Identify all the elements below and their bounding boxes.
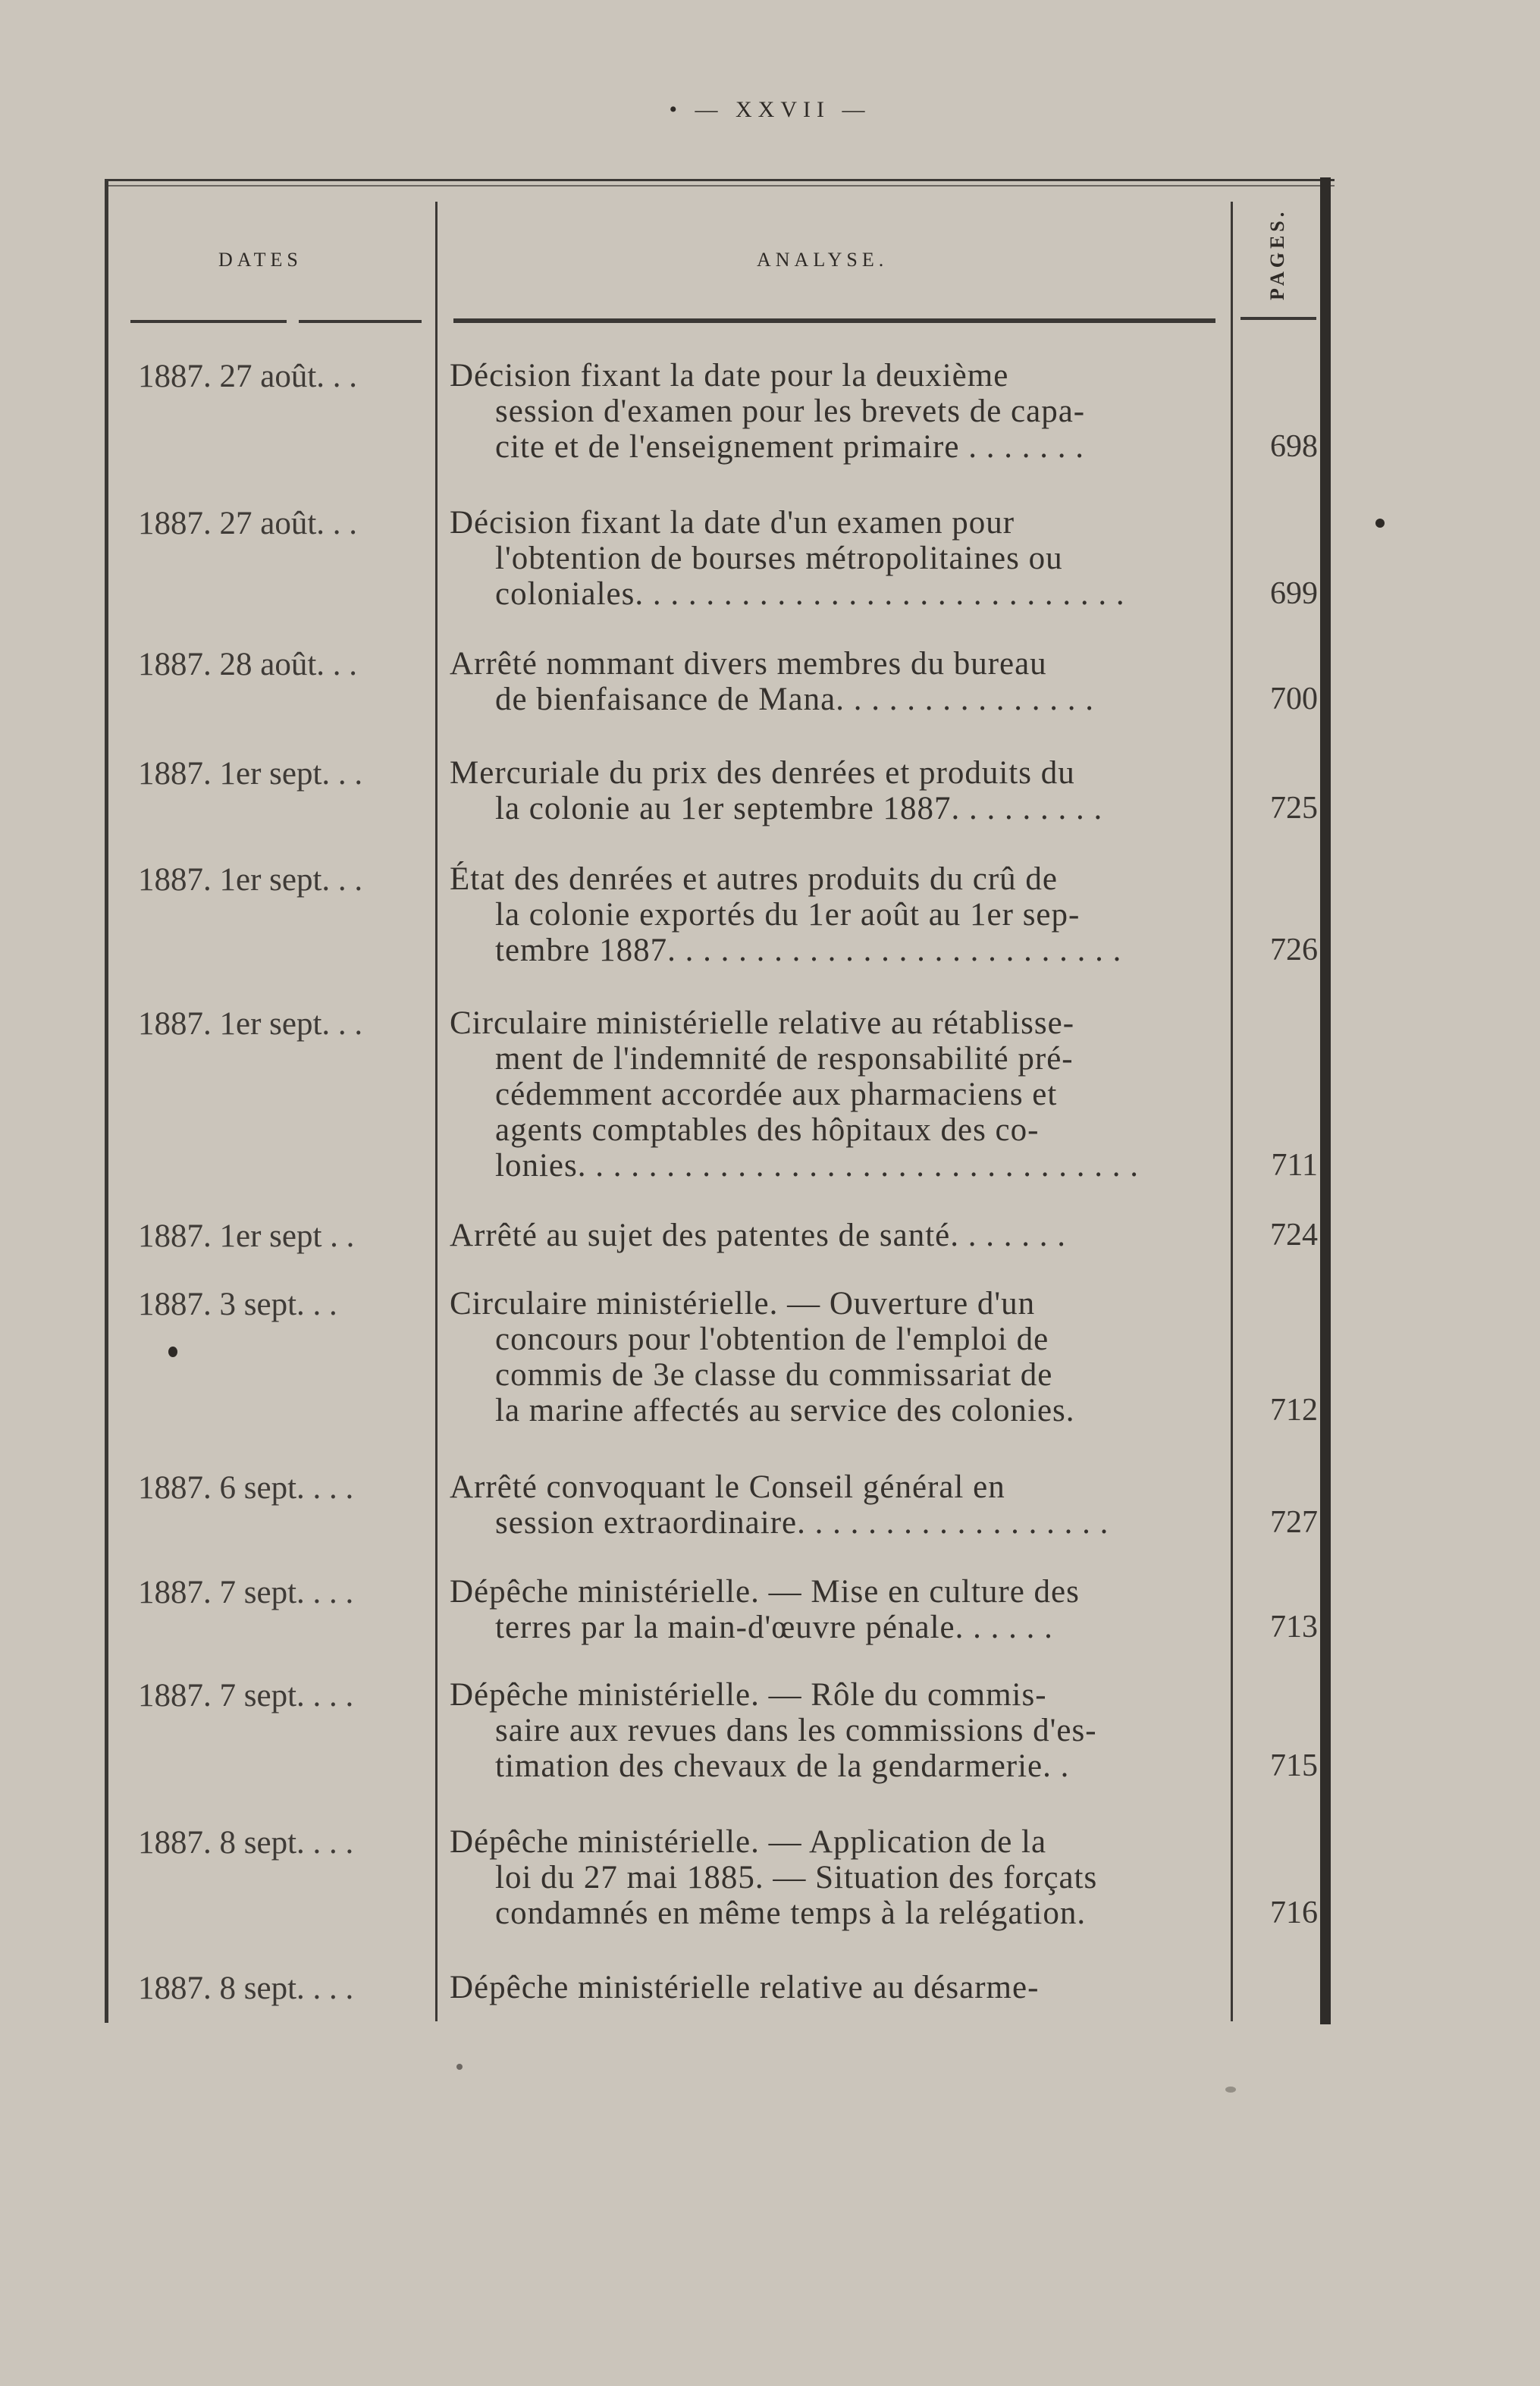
entry-analyse-line: condamnés en même temps à la relégation. xyxy=(495,1895,1087,1931)
entry-analyse-line: l'obtention de bourses métropolitaines ou xyxy=(495,541,1063,576)
entry-date: 1887. 27 août. . . xyxy=(138,359,358,394)
column-divider-dates xyxy=(435,202,438,2021)
entry-analyse-line: la colonie au 1er septembre 1887. . . . . . . . . xyxy=(495,791,1103,826)
entry-analyse xyxy=(450,505,1222,612)
entry-analyse-line: ment de l'indemnité de responsabilité pré- xyxy=(495,1041,1074,1077)
entry-analyse-line: session d'examen pour les brevets de capa- xyxy=(495,393,1086,429)
entry-date: 1887. 8 sept. . . . xyxy=(138,1971,354,2006)
entry-page-number: 713 xyxy=(1270,1610,1318,1644)
ink-speck xyxy=(1375,519,1385,528)
entry-analyse-line: la marine affectés au service des colonies. xyxy=(495,1393,1075,1428)
entry-analyse-line: Dépêche ministérielle. — Application de la xyxy=(450,1824,1047,1860)
entry-analyse xyxy=(450,646,1222,717)
entry-analyse-line: commis de 3e classe du commissariat de xyxy=(495,1357,1053,1393)
entry-page-number: 712 xyxy=(1270,1393,1318,1428)
entry-analyse-line: lonies. . . . . . . . . . . . . . . . . . . . . . . . . . . . . . . . xyxy=(495,1148,1139,1184)
entry-date: 1887. 1er sept . . xyxy=(138,1218,355,1254)
entry-analyse-line: tembre 1887. . . . . . . . . . . . . . . . . . . . . . . . . . xyxy=(495,933,1122,968)
entry-page-number: 726 xyxy=(1270,933,1318,967)
entry-analyse xyxy=(450,1824,1222,1931)
entry-date: 1887. 1er sept. . . xyxy=(138,862,363,898)
header-rule-pages xyxy=(1240,317,1316,320)
entry-page-number: 716 xyxy=(1270,1895,1318,1930)
entry-date: 1887. 8 sept. . . . xyxy=(138,1825,354,1861)
entry-analyse xyxy=(450,1970,1222,2005)
header-rule-dates-left xyxy=(130,320,287,323)
column-divider-analyse xyxy=(1231,202,1233,2021)
entry-analyse-line: Dépêche ministérielle. — Rôle du commis- xyxy=(450,1677,1047,1713)
entry-page-number: 700 xyxy=(1270,682,1318,716)
entry-analyse-line: de bienfaisance de Mana. . . . . . . . . . . . . . . xyxy=(495,682,1094,717)
entry-analyse-line: cite et de l'enseignement primaire . . . . . . . xyxy=(495,429,1084,465)
entry-analyse-line: concours pour l'obtention de l'emploi de xyxy=(495,1322,1049,1357)
entry-analyse-line: Dépêche ministérielle. — Mise en culture des xyxy=(450,1574,1080,1610)
entry-page-number: 727 xyxy=(1270,1505,1318,1540)
entry-analyse-line: session extraordinaire. . . . . . . . . . . . . . . . . . xyxy=(495,1505,1109,1541)
entry-date: 1887. 27 août. . . xyxy=(138,506,358,541)
page-folio: • — XXVII — xyxy=(669,97,871,122)
entry-analyse-line: terres par la main-d'œuvre pénale. . . . . . xyxy=(495,1610,1053,1645)
entry-page-number: 715 xyxy=(1270,1748,1318,1783)
entry-analyse xyxy=(450,1574,1222,1645)
table-top-rule xyxy=(105,179,1335,181)
entry-analyse-line: cédemment accordée aux pharmaciens et xyxy=(495,1077,1058,1112)
entry-analyse-line: Circulaire ministérielle. — Ouverture d'un xyxy=(450,1286,1036,1322)
entry-analyse xyxy=(450,1469,1222,1541)
entry-analyse xyxy=(450,861,1222,968)
entry-page-number: 725 xyxy=(1270,791,1318,826)
entry-analyse xyxy=(450,1677,1222,1784)
entry-analyse-line: Mercuriale du prix des denrées et produits du xyxy=(450,755,1075,791)
entry-date: 1887. 6 sept. . . . xyxy=(138,1470,354,1506)
entry-date: 1887. 1er sept. . . xyxy=(138,756,363,792)
entry-page-number: 699 xyxy=(1270,576,1318,611)
entry-analyse xyxy=(450,1005,1222,1184)
entry-date: 1887. 7 sept. . . . xyxy=(138,1575,354,1610)
entry-page-number: 724 xyxy=(1270,1218,1318,1253)
entry-analyse xyxy=(450,358,1222,465)
entry-analyse-line: Arrêté nommant divers membres du bureau xyxy=(450,646,1047,682)
entry-analyse xyxy=(450,1286,1222,1428)
entry-date: 1887. 3 sept. . . xyxy=(138,1287,337,1322)
header-pages: PAGES. xyxy=(1266,208,1288,300)
header-rule-dates-right xyxy=(299,320,422,323)
entry-analyse-line: la colonie exportés du 1er août au 1er sep- xyxy=(495,897,1081,933)
ink-speck xyxy=(1225,2087,1236,2093)
entry-analyse-line: loi du 27 mai 1885. — Situation des forçats xyxy=(495,1860,1098,1895)
entry-analyse xyxy=(450,1218,1222,1253)
entry-analyse-line: agents comptables des hôpitaux des co- xyxy=(495,1112,1040,1148)
header-rule-analyse xyxy=(453,318,1215,323)
entry-page-number: 698 xyxy=(1270,429,1318,464)
entry-analyse-line: coloniales. . . . . . . . . . . . . . . . . . . . . . . . . . . . xyxy=(495,576,1125,612)
entry-analyse-line: État des denrées et autres produits du crû de xyxy=(450,861,1059,897)
entry-analyse-line: saire aux revues dans les commissions d'es- xyxy=(495,1713,1097,1748)
entry-analyse-line: Circulaire ministérielle relative au rétablisse- xyxy=(450,1005,1075,1041)
entry-page-number: 711 xyxy=(1271,1148,1318,1183)
entry-analyse-line: timation des chevaux de la gendarmerie. . xyxy=(495,1748,1070,1784)
entry-analyse xyxy=(450,755,1222,826)
header-dates: DATES xyxy=(218,249,303,271)
entry-analyse-line: Décision fixant la date d'un examen pour xyxy=(450,505,1015,541)
entry-date: 1887. 1er sept. . . xyxy=(138,1006,363,1042)
table-right-border xyxy=(1320,177,1331,2024)
entry-analyse-line: Dépêche ministérielle relative au désarme- xyxy=(450,1970,1040,2005)
header-analyse: ANALYSE. xyxy=(757,249,889,271)
entry-analyse-line: Arrêté au sujet des patentes de santé. . . . . . . xyxy=(450,1218,1066,1253)
table-frame xyxy=(105,179,1335,2023)
entry-analyse-line: Arrêté convoquant le Conseil général en xyxy=(450,1469,1005,1505)
ink-speck xyxy=(456,2064,463,2070)
table-top-rule-thin xyxy=(105,185,1335,187)
table-left-border xyxy=(105,179,108,2023)
entry-analyse-line: Décision fixant la date pour la deuxième xyxy=(450,358,1009,393)
entry-date: 1887. 7 sept. . . . xyxy=(138,1678,354,1713)
entry-date: 1887. 28 août. . . xyxy=(138,647,358,682)
ink-speck xyxy=(168,1347,177,1357)
